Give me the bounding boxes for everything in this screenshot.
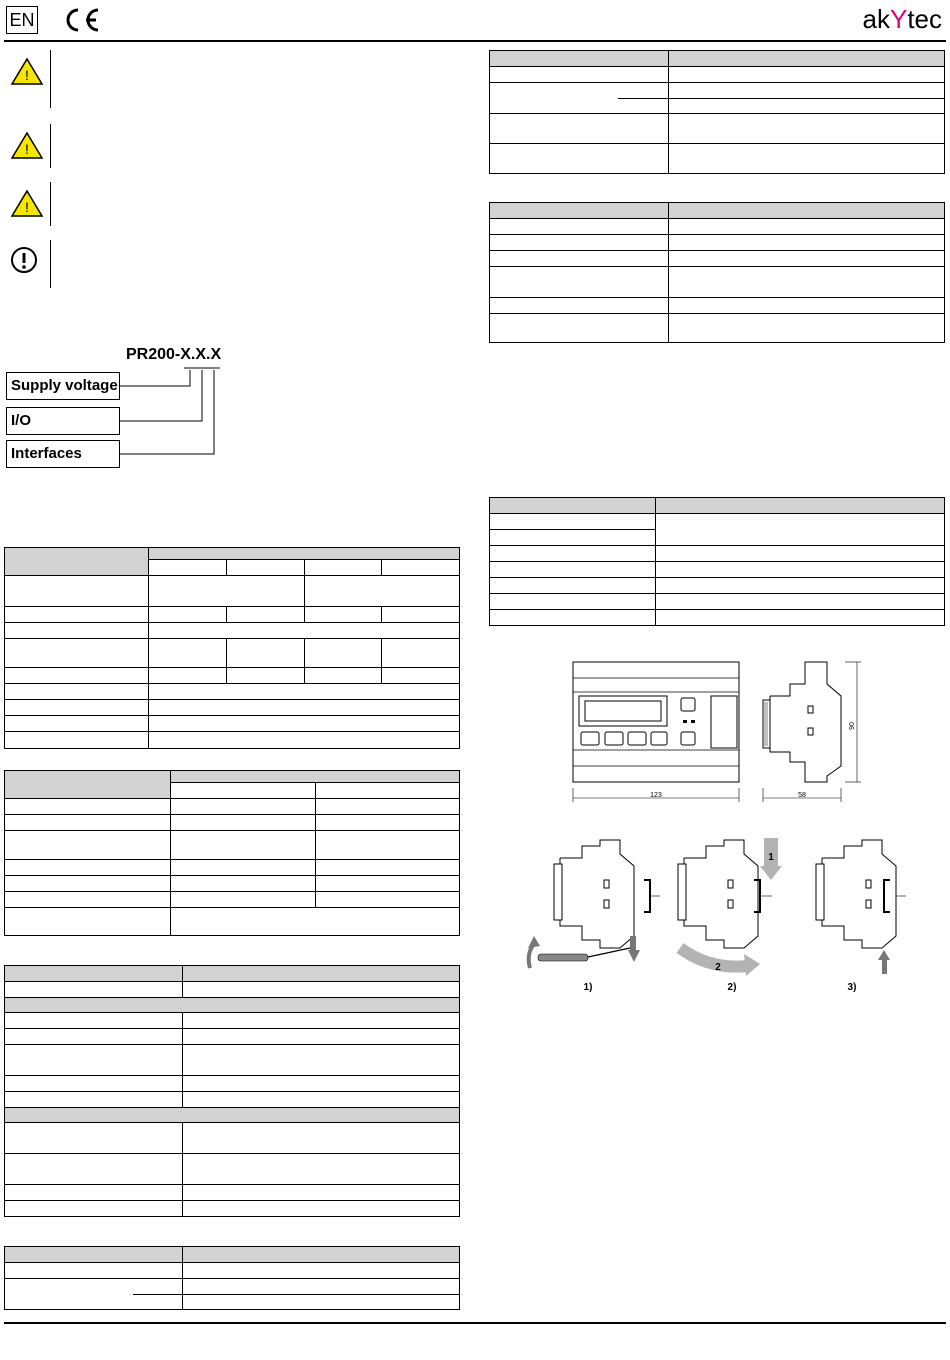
warning-divider [50, 182, 51, 226]
warning-triangle-icon [10, 56, 44, 91]
order-code-connector-lines [118, 364, 228, 464]
arrow-1-label: 1 [768, 852, 774, 863]
warning-triangle-icon [10, 130, 44, 165]
order-code: PR200-X.X.X [126, 346, 222, 363]
interfaces-label: Interfaces [6, 440, 120, 468]
arrow-2-label: 2 [715, 962, 721, 973]
svg-text:!: ! [25, 67, 29, 83]
warning-triangle-icon [10, 188, 44, 223]
mounting-step-1-device [554, 840, 660, 962]
spec-table-2 [4, 770, 460, 936]
header-rule [4, 40, 946, 42]
notice-exclamation-icon [10, 246, 40, 281]
brand-logo [863, 4, 943, 35]
language-badge: EN [6, 6, 38, 34]
step-1-label: 1) [583, 982, 593, 993]
footer-rule [4, 1322, 946, 1324]
supply-voltage-label: Supply voltage [6, 372, 120, 400]
notice-divider [50, 240, 51, 288]
mounting-steps-illustration [520, 836, 920, 996]
spec-table-4 [4, 1246, 460, 1310]
height-dimension: 90 [849, 722, 856, 730]
spec-table-5 [489, 50, 945, 174]
io-label: I/O [6, 407, 120, 435]
warning-divider [50, 124, 51, 168]
width-dimension: 123 [650, 792, 662, 799]
depth-dimension: 58 [798, 792, 806, 799]
brand-logo-left: ak [862, 4, 890, 34]
svg-text:!: ! [25, 199, 29, 215]
svg-text:!: ! [25, 141, 29, 157]
step-2-label: 2) [727, 982, 737, 993]
brand-logo-mark: Y [889, 4, 908, 34]
warning-divider [50, 50, 51, 108]
mounting-step-2-device [678, 838, 782, 976]
device-dimension-drawing [565, 656, 875, 806]
spec-table-7 [489, 497, 945, 626]
spec-table-6 [489, 202, 945, 343]
step-3-label: 3) [847, 982, 857, 993]
ce-mark-icon [60, 6, 102, 39]
brand-logo-right: tec [907, 4, 942, 34]
spec-table-3 [4, 965, 460, 1217]
spec-table-1 [4, 547, 460, 749]
mounting-step-3-device [816, 840, 906, 974]
